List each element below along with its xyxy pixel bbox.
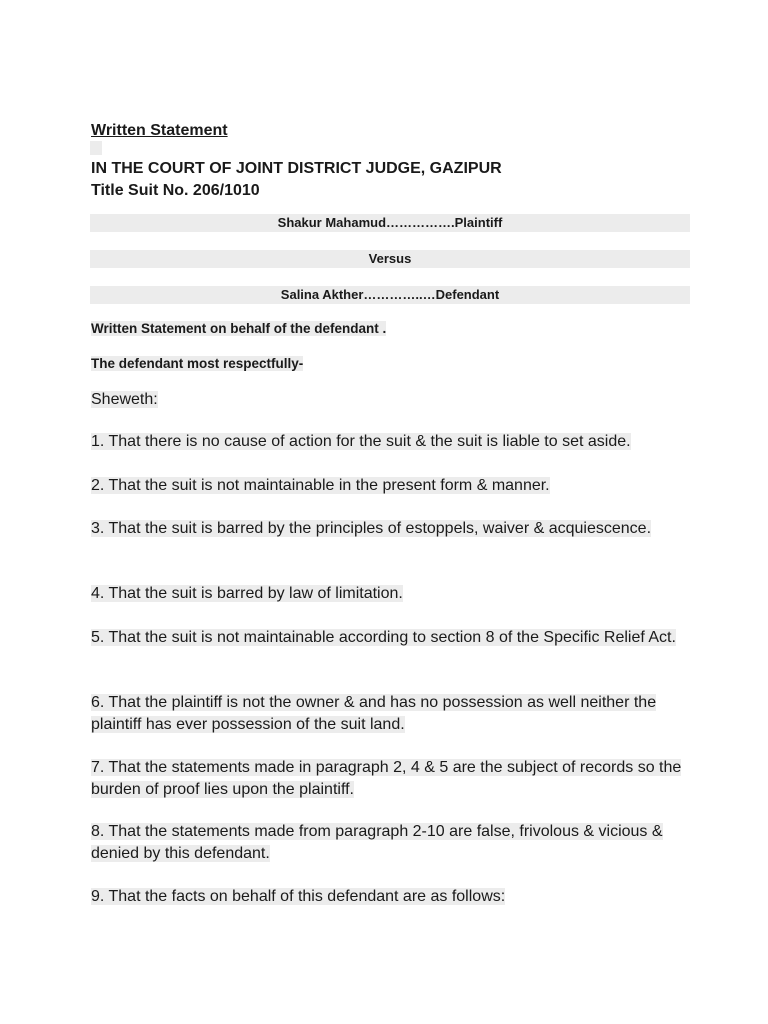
paragraph-text: 2. That the suit is not maintainable in the present form & manner.	[91, 477, 550, 494]
court-heading	[91, 158, 502, 202]
respectfully-text: The defendant most respectfully-	[91, 356, 304, 371]
paragraph-text: 3. That the suit is barred by the principles of estoppels, waiver & acquiescence.	[91, 520, 652, 537]
paragraph-4	[91, 583, 691, 605]
paragraph-8	[91, 821, 691, 865]
paragraph-2	[91, 475, 691, 497]
paragraph-9	[91, 886, 691, 908]
versus-line: Versus	[90, 250, 690, 268]
paragraph-text: 5. That the suit is not maintainable according to section 8 of the Specific Relief Act.	[91, 629, 676, 646]
behalf-line	[91, 320, 386, 338]
suit-number-line: Title Suit No. 206/1010	[91, 182, 260, 199]
behalf-text: Written Statement on behalf of the defendant .	[91, 321, 387, 336]
title-shade-mark	[90, 141, 102, 155]
plaintiff-line: Shakur Mahamud…………….Plaintiff	[90, 214, 690, 232]
court-line: IN THE COURT OF JOINT DISTRICT JUDGE, GAZIPUR	[91, 160, 502, 177]
document-title: Written Statement	[91, 122, 228, 139]
paragraph-text: 1. That there is no cause of action for the suit & the suit is liable to set aside.	[91, 433, 631, 450]
paragraph-5	[91, 627, 691, 649]
paragraph-text: 8. That the statements made from paragraph 2-10 are false, frivolous & vicious & denied by this defendant.	[91, 823, 663, 862]
paragraph-1	[91, 431, 691, 453]
paragraph-text: 9. That the facts on behalf of this defendant are as follows:	[91, 888, 506, 905]
respectfully-line	[91, 355, 303, 373]
sheweth-line	[91, 389, 691, 411]
paragraph-6	[91, 692, 691, 736]
paragraph-text: 6. That the plaintiff is not the owner & and has no possession as well neither the plaintiff has ever possession of the suit land.	[91, 694, 657, 733]
sheweth-text: Sheweth:	[91, 391, 158, 408]
paragraph-7	[91, 757, 691, 801]
paragraph-text: 7. That the statements made in paragraph 2, 4 & 5 are the subject of records so the burden of proof lies upon the plaintiff.	[91, 759, 682, 798]
defendant-line: Salina Akther…………..…Defendant	[90, 286, 690, 304]
paragraph-text: 4. That the suit is barred by law of limitation.	[91, 585, 403, 602]
paragraph-3	[91, 518, 691, 540]
